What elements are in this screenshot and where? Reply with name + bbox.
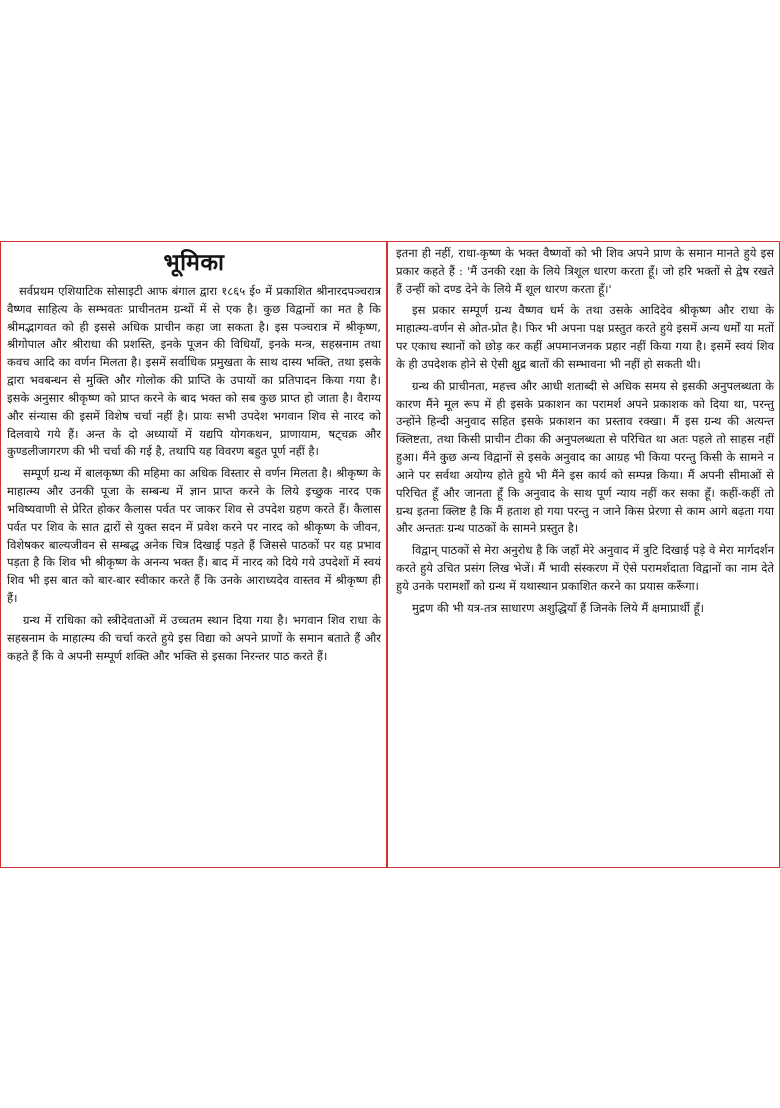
paragraph: ग्रन्थ में राधिका को स्त्रीदेवताओं में उच्चतम स्थान दिया गया है। भगवान शिव राधा के सहस्रनाम के माहात्म्य की चर्चा करते हुये इस विद्या को अपने प्राणों के समान बताते हैं और कहते हैं कि वे अपनी सम्पूर्ण शक्ति और भक्ति से इसका निरन्तर पाठ करते हैं। [7,612,381,663]
paragraph: विद्वान् पाठकों से मेरा अनुरोध है कि जहाँ मेरे अनुवाद में त्रुटि दिखाई पड़े वे मेरा मार्गदर्शन करते हुये उचित प्रसंग लिख भेजें। मैं भावी संस्करण में ऐसे परामर्शदाता विद्वानों का नाम देते हुये उनके परामर्शों को ग्रन्थ में यथास्थान प्रकाशित करने का प्रयास करूँगा। [396,543,774,593]
paragraph: इस प्रकार सम्पूर्ण ग्रन्थ वैष्णव धर्म के तथा उसके आदिदेव श्रीकृष्ण और राधा के माहात्म्य-वर्णन से ओत-प्रोत है। फिर भी अपना पक्ष प्रस्तुत करते हुये इसमें अन्य धर्मों या मतों पर एकाध स्थानों को छोड़ कर कहीं अपमानजनक प्रहार नहीं किया गया है। इसमें स्वयं शिव के ही उपदेशक होने से ऐसी क्षुद्र बातों की सम्भावना भी नहीं हो सकती थी। [396,303,774,371]
right-text-column [387,241,780,868]
paragraph: ग्रन्थ की प्राचीनता, महत्त्व और आधी शताब्दी से अधिक समय से इसकी अनुपलब्धता के कारण मैंने मूल रूप में ही इसके प्रकाशन का परामर्श अपने प्रकाशक को दिया था, परन्तु उन्होंने हिन्दी अनुवाद सहित इसके प्रकाशन का प्रस्ताव रक्खा। मैं इस ग्रन्थ की अत्यन्त क्लिष्टता, तथा किसी प्राचीन टीका की अनुपलब्धता से परिचित था अतः पहले तो साहस नहीं हुआ। मैंने कुछ अन्य विद्वानों से इसके अनुवाद का आग्रह भी किया परन्तु किसी के सामने न आने पर सर्वथा अयोग्य होते हुये भी मैंने इस कार्य को सम्पन्न किया। मैं अपनी सीमाओं से परिचित हूँ और जानता हूँ कि अनुवाद के साथ पूर्ण न्याय नहीं कर सका हूँ। कहीं-कहीं तो ग्रन्थ इतना क्लिष्ट है कि मैं हताश हो गया परन्तु न जाने किस प्रेरणा से काम आगे बढ़ता गया और अन्ततः ग्रन्थ पाठकों के सामने प्रस्तुत है। [396,378,774,536]
paragraph: इतना ही नहीं, राधा-कृष्ण के भक्त वैष्णवों को भी शिव अपने प्राण के समान मानते हुये इस प्रकार कहते हैं : 'मैं उनकी रक्षा के लिये त्रिशूल धारण करता हूँ। जो हरि भक्तों से द्वेष रखते हैं उन्हीं को दण्ड देने के लिये मैं शूल धारण करता हूँ।' [396,246,774,296]
paragraph: सर्वप्रथम एशियाटिक सोसाइटी आफ बंगाल द्वारा १८६५ ई० में प्रकाशित श्रीनारदपञ्चरात्र वैष्णव साहित्य के सम्भवतः प्राचीनतम ग्रन्थों में से एक है। कुछ विद्वानों का मत है कि श्रीमद्भागवत को ही इससे अधिक प्राचीन कहा जा सकता है। इस पञ्चरात्र में श्रीकृष्ण, श्रीगोपाल और श्रीराधा की प्रशस्ति, इनके पूजन की विधियाँ, इनके मन्त्र, सहस्रनाम तथा कवच आदि का वर्णन मिलता है। इसमें सर्वाधिक प्रमुखता के साथ दास्य भक्ति, तथा इसके द्वारा भवबन्धन से मुक्ति और गोलोक की प्राप्ति के उपायों का प्रतिपादन किया गया है। इसके अनुसार श्रीकृष्ण को प्राप्त करने के बाद भक्त को सब कुछ प्राप्त हो जाता है। वैराग्य और संन्यास की इसमें विशेष चर्चा नहीं है। प्रायः सभी उपदेश भगवान शिव से नारद को दिलवाये गये हैं। अन्त के दो अध्यायों में यद्यपि योगकथन, प्राणायाम, षट्चक्र और कुण्डलीजागरण की भी चर्चा की गई है, तथापि यह विवरण बहुत पूर्ण नहीं है। [7,284,381,459]
page-heading: भूमिका [163,249,225,276]
left-text-column [0,241,387,868]
paragraph: सम्पूर्ण ग्रन्थ में बालकृष्ण की महिमा का अधिक विस्तार से वर्णन मिलता है। श्रीकृष्ण के माहात्म्य और उनकी पूजा के सम्बन्ध में ज्ञान प्राप्त करने के लिये इच्छुक नारद एक भविष्यवाणी से प्रेरित होकर कैलास पर्वत पर जाकर शिव से उपदेश ग्रहण करते हैं। कैलास पर्वत पर शिव के सात द्वारों से युक्त सदन में प्रवेश करने पर नारद को श्रीकृष्ण के जीवन, विशेषकर बाल्यजीवन से सम्बद्ध अनेक चित्र दिखाई पड़ते हैं जिससे पाठकों पर यह प्रभाव पड़ता है कि शिव भी श्रीकृष्ण के अनन्य भक्त हैं। बाद में नारद को दिये गये उपदेशों में स्वयं शिव भी इस बात को बार-बार स्वीकार करते हैं कि उनके आराध्यदेव वास्तव में श्रीकृष्ण ही हैं। [7,466,381,606]
paragraph: मुद्रण की भी यत्र-तत्र साधारण अशुद्धियाँ हैं जिनके लिये मैं क्षमाप्रार्थी हूँ। [412,600,704,615]
